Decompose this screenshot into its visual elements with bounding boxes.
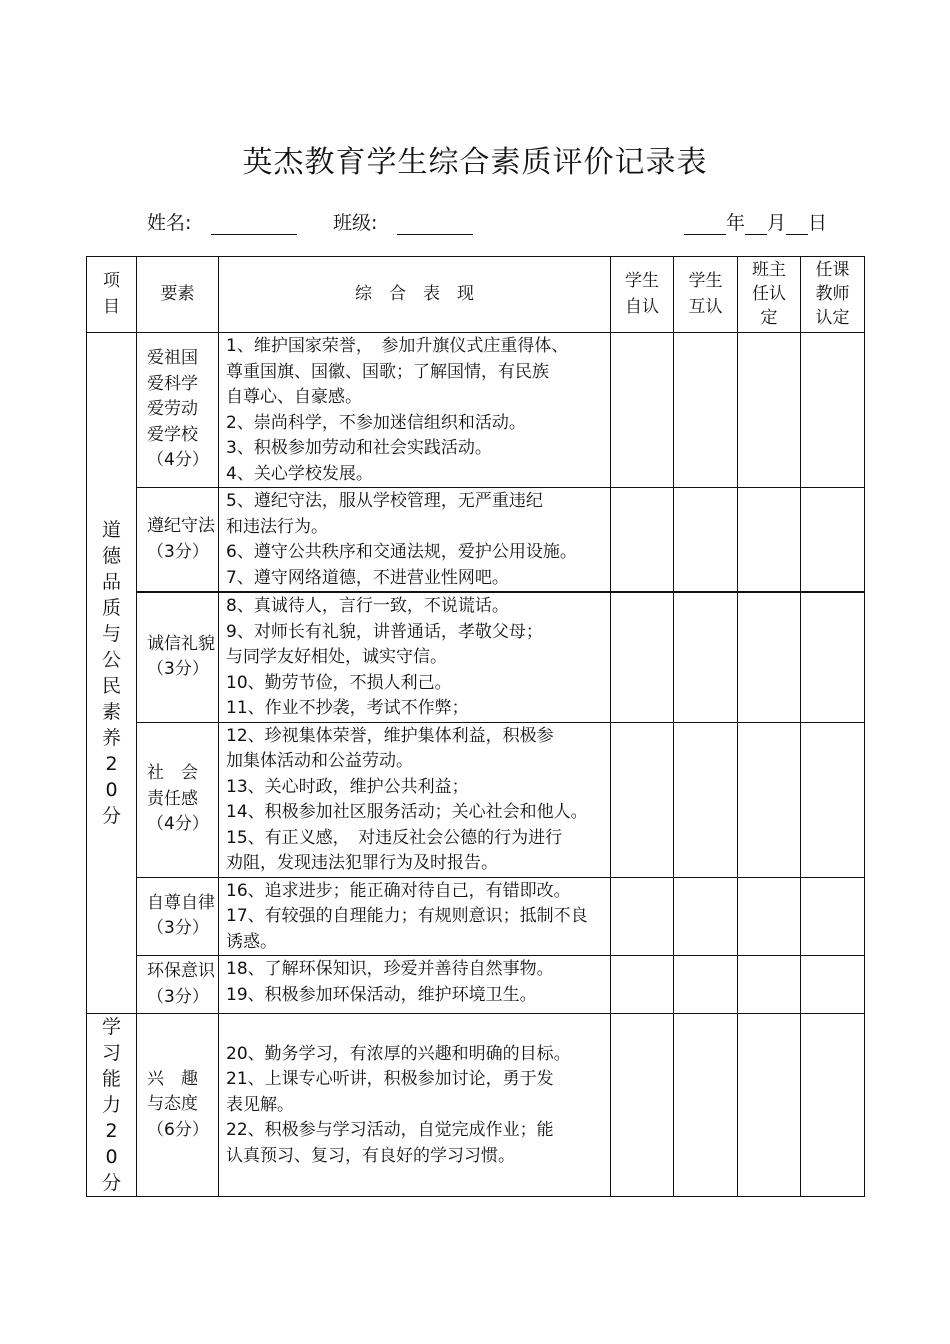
performance-cell: 20、勤务学习，有浓厚的兴趣和明确的目标。 21、上课专心听讲，积极参加讨论，勇于发 表见解。 22、积极参与学习活动，自觉完成作业；能 认真预习、复习，有良好的学习习惯。 — [219, 1014, 611, 1197]
name-label: 姓名: — [147, 212, 192, 234]
class-label: 班级: — [333, 212, 378, 234]
teacher-cell[interactable] — [801, 488, 865, 593]
category-cell: 道德品质与公民素养20分 — [87, 333, 137, 1014]
teacher-cell[interactable] — [801, 722, 865, 877]
header-self-eval: 学生自认 — [611, 257, 674, 333]
self-eval-cell[interactable] — [611, 956, 674, 1014]
self-eval-cell[interactable] — [611, 592, 674, 722]
headteacher-cell[interactable] — [738, 488, 801, 593]
header-performance: 综 合 表 现 — [219, 257, 611, 333]
element-cell: 爱祖国爱科学爱劳动爱学校 （4分） — [137, 333, 219, 488]
performance-cell: 16、追求进步；能正确对待自己，有错即改。 17、有较强的自理能力；有规则意识；抵制不良 诱惑。 — [219, 877, 611, 956]
table-row — [87, 333, 865, 488]
header-row — [87, 257, 865, 333]
teacher-cell[interactable] — [801, 592, 865, 722]
self-eval-cell[interactable] — [611, 333, 674, 488]
headteacher-cell[interactable] — [738, 592, 801, 722]
element-cell: 诚信礼貌 （3分） — [137, 592, 219, 722]
teacher-cell[interactable] — [801, 1014, 865, 1197]
teacher-cell[interactable] — [801, 956, 865, 1014]
page-title: 英杰教育学生综合素质评价记录表 — [242, 145, 708, 180]
table-row — [87, 877, 865, 956]
table-row — [87, 1014, 865, 1197]
month-label: 月 — [767, 212, 787, 234]
header-element: 要素 — [137, 257, 219, 333]
headteacher-cell[interactable] — [738, 1014, 801, 1197]
year-label: 年 — [726, 212, 746, 234]
element-cell: 兴 趣与态度 （6分） — [137, 1014, 219, 1197]
performance-cell: 5、遵纪守法，服从学校管理，无严重违纪 和违法行为。 6、遵守公共秩序和交通法规，爱护公用设施。 7、遵守网络道德，不进营业性网吧。 — [219, 488, 611, 593]
performance-cell: 12、珍视集体荣誉，维护集体利益，积极参 加集体活动和公益劳动。 13、关心时政，维护公共利益； 14、积极参加社区服务活动；关心社会和他人。 15、有正义感， 对违反社会公德的行为进行 劝阻，发现违法犯罪行为及时报告。 — [219, 722, 611, 877]
table-row — [87, 592, 865, 722]
self-eval-cell[interactable] — [611, 488, 674, 593]
peer-eval-cell[interactable] — [674, 956, 738, 1014]
peer-eval-cell[interactable] — [674, 592, 738, 722]
year-blank[interactable] — [684, 214, 726, 235]
element-cell: 遵纪守法 （3分） — [137, 488, 219, 593]
teacher-cell[interactable] — [801, 333, 865, 488]
performance-cell: 8、真诚待人，言行一致，不说谎话。 9、对师长有礼貌，讲普通话，孝敬父母； 与同学友好相处，诚实守信。 10、勤劳节俭，不损人利己。 11、作业不抄袭，考试不作弊； — [219, 592, 611, 722]
peer-eval-cell[interactable] — [674, 333, 738, 488]
evaluation-table — [86, 256, 865, 1197]
header-peer-eval: 学生互认 — [674, 257, 738, 333]
element-cell: 自尊自律 （3分） — [137, 877, 219, 956]
headteacher-cell[interactable] — [738, 722, 801, 877]
table-row — [87, 722, 865, 877]
peer-eval-cell[interactable] — [674, 1014, 738, 1197]
day-label: 日 — [808, 212, 828, 234]
headteacher-cell[interactable] — [738, 333, 801, 488]
name-blank[interactable] — [211, 214, 297, 235]
peer-eval-cell[interactable] — [674, 877, 738, 956]
header-category: 项目 — [87, 257, 137, 333]
self-eval-cell[interactable] — [611, 1014, 674, 1197]
header-teacher: 任课教师认定 — [801, 257, 865, 333]
table-row — [87, 956, 865, 1014]
teacher-cell[interactable] — [801, 877, 865, 956]
day-blank[interactable] — [786, 214, 808, 235]
peer-eval-cell[interactable] — [674, 488, 738, 593]
date-field — [684, 208, 827, 235]
element-cell: 社 会责任感 （4分） — [137, 722, 219, 877]
performance-cell: 1、维护国家荣誉， 参加升旗仪式庄重得体、 尊重国旗、国徽、国歌；了解国情，有民族 自尊心、自豪感。 2、崇尚科学，不参加迷信组织和活动。 3、积极参加劳动和社会实践活动。 4、关心学校发展。 — [219, 333, 611, 488]
element-cell: 环保意识 （3分） — [137, 956, 219, 1014]
self-eval-cell[interactable] — [611, 722, 674, 877]
performance-cell: 18、了解环保知识，珍爱并善待自然事物。 19、积极参加环保活动，维护环境卫生。 — [219, 956, 611, 1014]
headteacher-cell[interactable] — [738, 877, 801, 956]
table-row — [87, 488, 865, 593]
class-blank[interactable] — [397, 214, 473, 235]
category-cell: 学习能力20分 — [87, 1014, 137, 1197]
self-eval-cell[interactable] — [611, 877, 674, 956]
peer-eval-cell[interactable] — [674, 722, 738, 877]
month-blank[interactable] — [745, 214, 767, 235]
header-headteacher: 班主任认定 — [738, 257, 801, 333]
class-field — [333, 208, 473, 235]
name-field — [147, 208, 297, 235]
headteacher-cell[interactable] — [738, 956, 801, 1014]
